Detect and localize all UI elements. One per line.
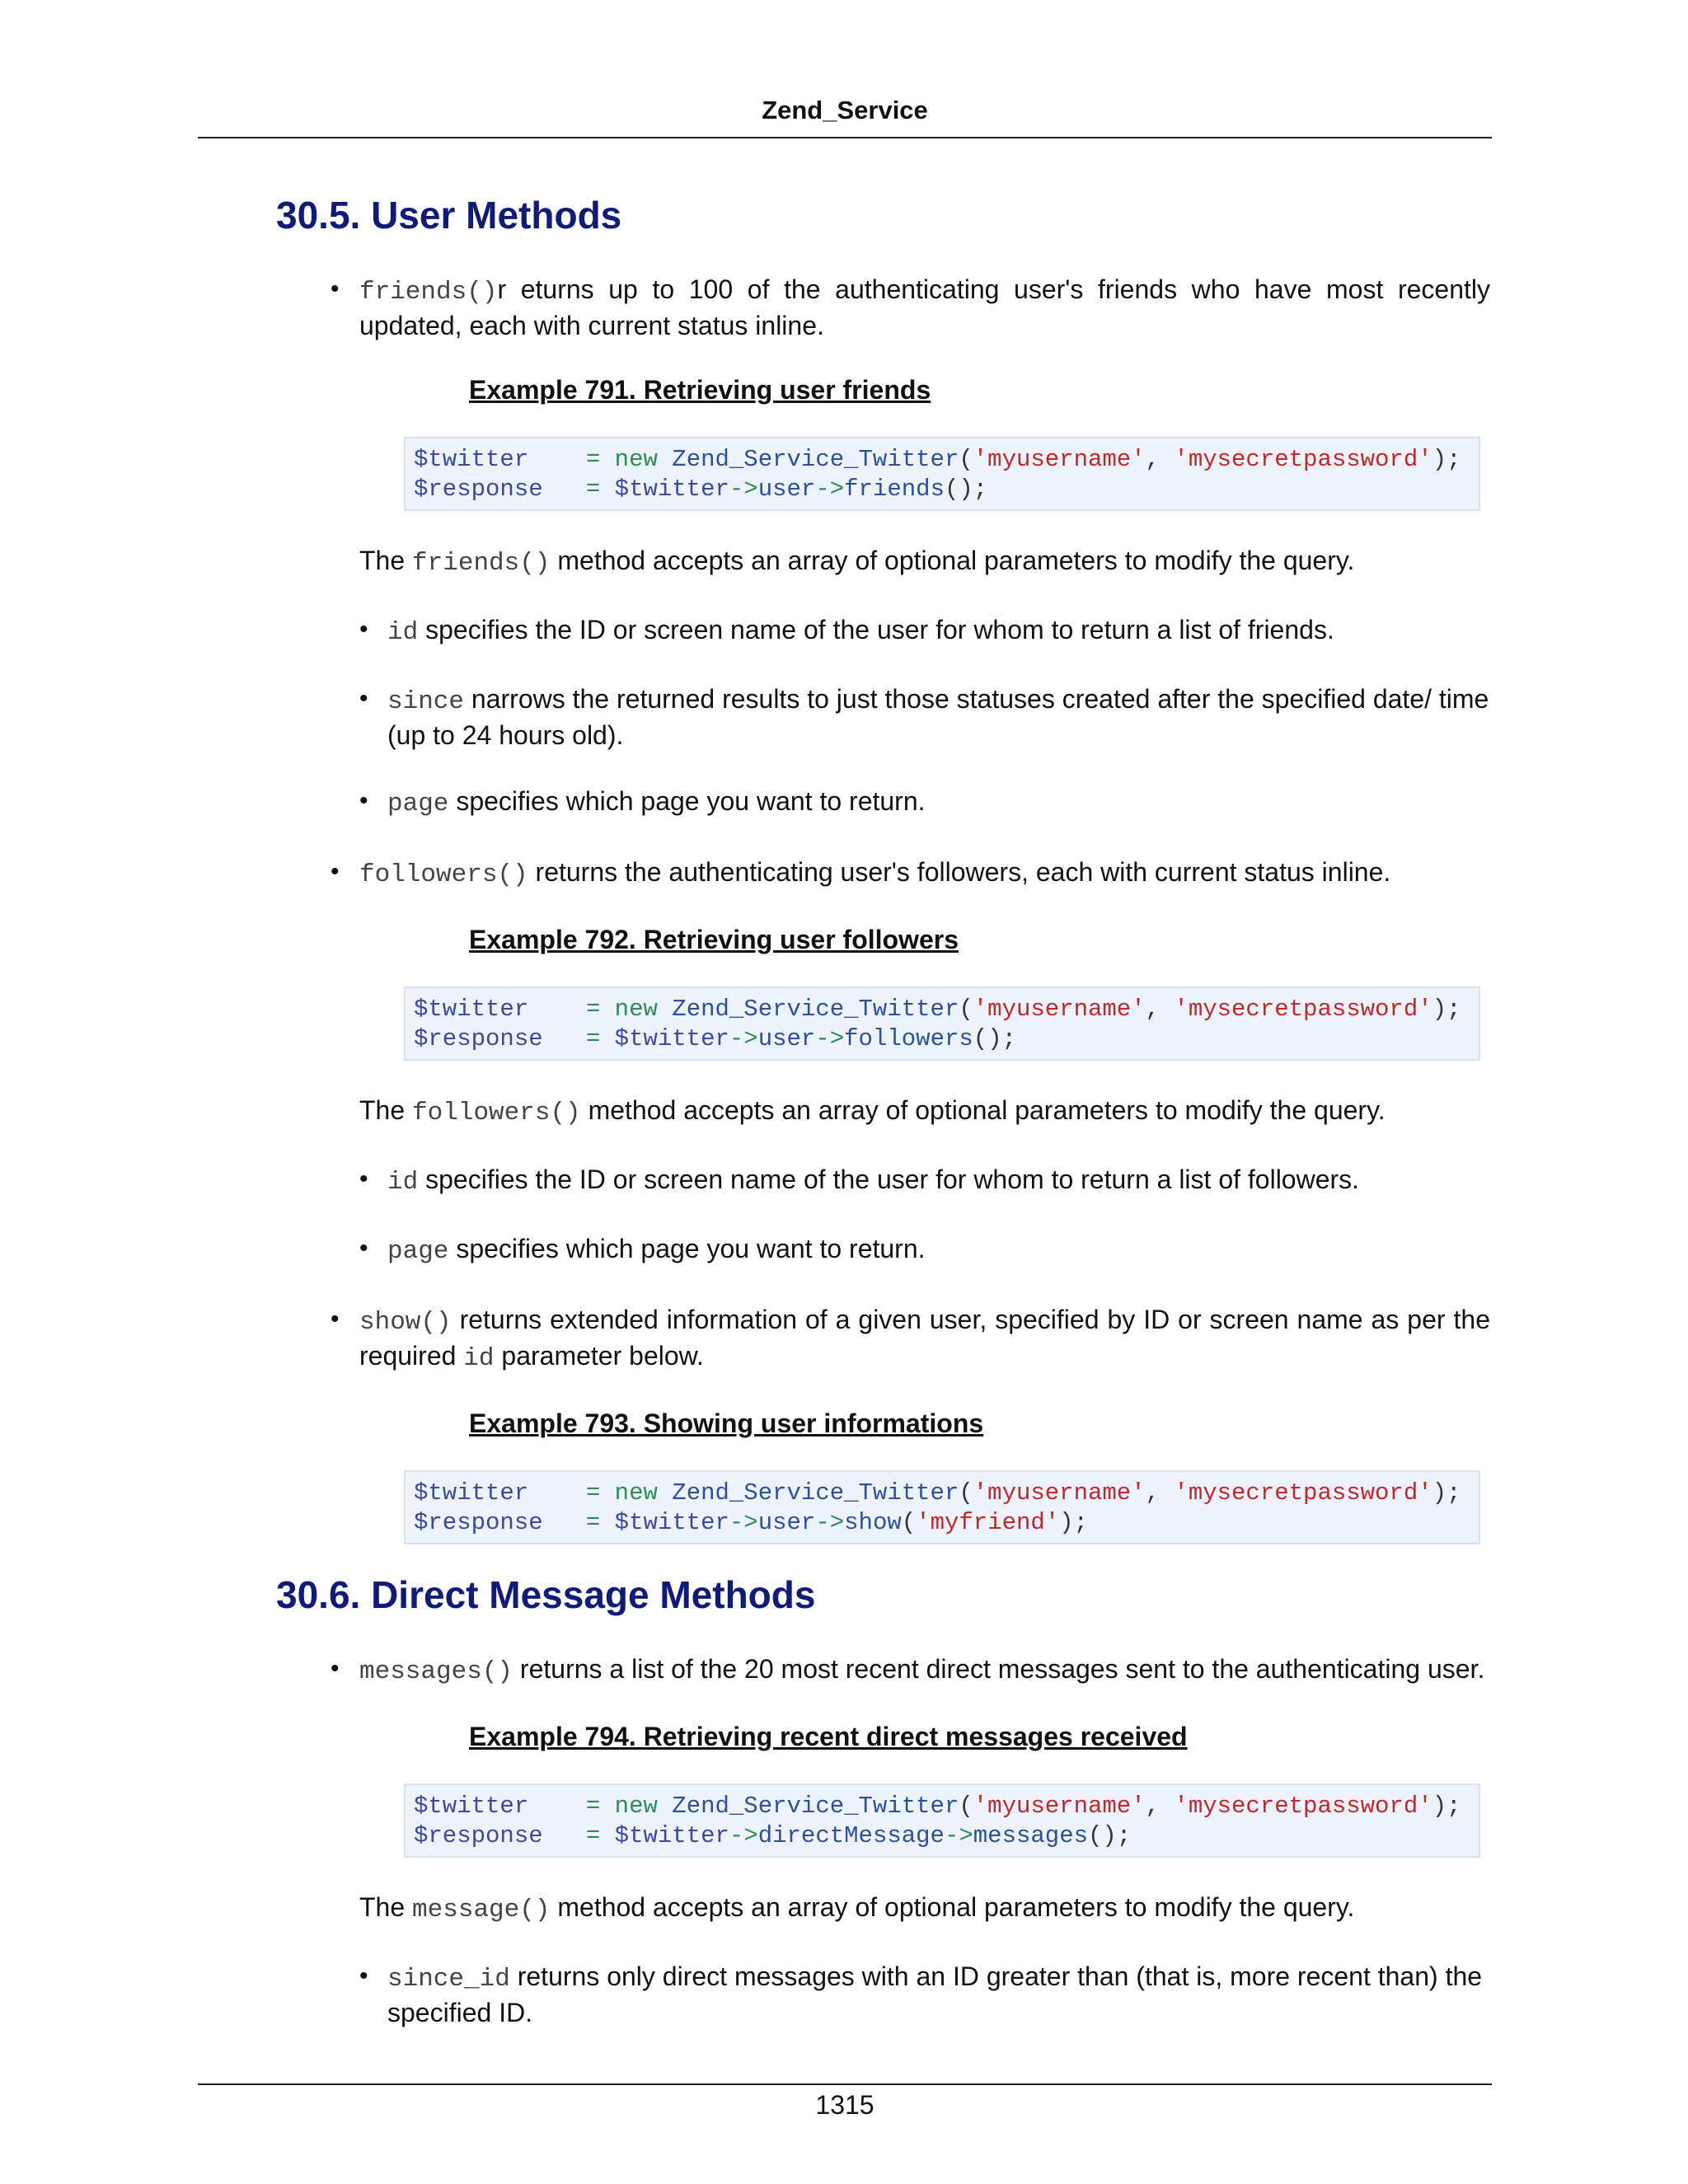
code-token: = bbox=[585, 1479, 615, 1507]
code-token: 'myusername' bbox=[973, 446, 1146, 474]
code-token: Zend_Service_Twitter bbox=[672, 446, 959, 474]
code-token: Zend_Service_Twitter bbox=[672, 1793, 959, 1821]
bullet: • bbox=[359, 685, 368, 713]
code-token: ); bbox=[1432, 446, 1461, 474]
code-block bbox=[404, 1470, 1480, 1544]
parameter-list bbox=[359, 1163, 1496, 1268]
parameter-item bbox=[359, 613, 1496, 649]
method-description: returns extended information of a given user, specified by ID or screen name as per the required bbox=[359, 1305, 1490, 1371]
code-token: $twitter bbox=[614, 1822, 729, 1850]
code-token: Zend_Service_Twitter bbox=[672, 996, 959, 1024]
code-token: $response bbox=[414, 476, 543, 504]
code-token: new bbox=[614, 1479, 658, 1507]
code-token: directMessage bbox=[757, 1822, 945, 1850]
parameter-item bbox=[359, 785, 1496, 821]
code-token: $twitter bbox=[414, 446, 529, 474]
code-token: ); bbox=[1432, 996, 1461, 1024]
list-item-followers bbox=[276, 855, 1496, 1268]
user-methods-list bbox=[276, 273, 1496, 1544]
example-title: Example 794. Retrieving recent direct messages received bbox=[469, 1722, 1188, 1752]
code-token: user bbox=[757, 1025, 816, 1053]
code-token bbox=[528, 446, 586, 473]
method-description: r eturns up to 100 of the authenticating user's friends who have most recently updated, each with current status inline. bbox=[359, 274, 1490, 341]
inline-code: id bbox=[463, 1344, 495, 1374]
parameter-description bbox=[387, 785, 1490, 821]
method-description: parameter below. bbox=[494, 1341, 704, 1371]
list-item-friends bbox=[276, 273, 1496, 821]
code-token: friends bbox=[844, 476, 945, 504]
parameter-description bbox=[387, 1960, 1490, 2029]
method-name: show() bbox=[359, 1308, 452, 1338]
code-block bbox=[404, 1783, 1480, 1858]
inline-code: message() bbox=[412, 1896, 551, 1925]
parameter-list bbox=[359, 613, 1496, 821]
code-token: ( bbox=[959, 996, 973, 1024]
code-block bbox=[404, 437, 1480, 511]
bullet: • bbox=[359, 1962, 368, 1990]
code-token: = bbox=[585, 1793, 615, 1821]
parameter-list bbox=[359, 1960, 1496, 2029]
parameter-name: page bbox=[387, 1237, 449, 1267]
code-token: 'myusername' bbox=[973, 996, 1146, 1024]
code-token: new bbox=[614, 996, 658, 1024]
code-token: $response bbox=[414, 1822, 543, 1850]
parameter-item bbox=[359, 1960, 1496, 2029]
para-text: method accepts an array of optional parameters to modify the query. bbox=[550, 1892, 1355, 1923]
parameter-item bbox=[359, 1163, 1496, 1199]
example-title: Example 791. Retrieving user friends bbox=[469, 375, 931, 405]
bullet: • bbox=[331, 858, 340, 886]
para-text: The bbox=[359, 546, 413, 576]
code-token: -> bbox=[729, 1025, 758, 1053]
code-token bbox=[528, 1479, 586, 1507]
code-token: show bbox=[844, 1509, 902, 1537]
page-number: 1315 bbox=[815, 2090, 874, 2120]
parameter-description bbox=[387, 1232, 1490, 1268]
bullet: • bbox=[359, 616, 368, 644]
paragraph bbox=[359, 1094, 1496, 1130]
example-title: Example 793. Showing user informations bbox=[469, 1408, 984, 1439]
code-token: user bbox=[757, 1509, 816, 1537]
code-token bbox=[543, 1509, 586, 1536]
code-token: -> bbox=[815, 476, 845, 504]
example-title: Example 792. Retrieving user followers bbox=[469, 925, 959, 955]
code-token: -> bbox=[815, 1509, 845, 1537]
code-token: new bbox=[614, 446, 658, 474]
footer-rule bbox=[198, 2083, 1492, 2085]
code-token: ( bbox=[959, 1479, 973, 1507]
running-header: Zend_Service bbox=[762, 96, 928, 124]
code-token: 'myusername' bbox=[973, 1793, 1146, 1821]
code-token: $twitter bbox=[414, 996, 529, 1024]
code-token: 'mysecretpassword' bbox=[1174, 1479, 1432, 1507]
method-description: returns a list of the 20 most recent direct messages sent to the authenticating user. bbox=[513, 1654, 1485, 1685]
para-text: method accepts an array of optional parameters to modify the query. bbox=[580, 1095, 1386, 1126]
code-block bbox=[404, 987, 1480, 1061]
parameter-name: since bbox=[387, 687, 465, 717]
method-name: messages() bbox=[359, 1657, 513, 1687]
parameter-text: specifies which page you want to return. bbox=[448, 786, 926, 817]
code-token: -> bbox=[815, 1025, 845, 1053]
code-token: (); bbox=[1088, 1822, 1132, 1850]
parameter-text: specifies the ID or screen name of the user for whom to return a list of friends. bbox=[418, 615, 1334, 645]
parameter-name: since_id bbox=[387, 1965, 510, 1994]
code-token: ( bbox=[959, 1793, 973, 1821]
code-token: , bbox=[1145, 1793, 1175, 1821]
code-token: user bbox=[757, 476, 816, 504]
section-heading-user-methods: 30.5. User Methods bbox=[276, 194, 622, 237]
parameter-text: returns only direct messages with an ID greater than (that is, more recent than) the specified ID. bbox=[387, 1961, 1483, 2028]
code-token: = bbox=[585, 1822, 615, 1850]
item-description bbox=[359, 273, 1490, 342]
list-item-messages bbox=[276, 1652, 1496, 2029]
code-token bbox=[528, 996, 586, 1023]
parameter-text: specifies the ID or screen name of the user for whom to return a list of followers. bbox=[418, 1165, 1360, 1195]
bullet: • bbox=[331, 1655, 340, 1683]
code-token: $twitter bbox=[414, 1793, 529, 1821]
code-token: -> bbox=[729, 1822, 758, 1850]
list-item-show bbox=[276, 1303, 1496, 1544]
code-token: $response bbox=[414, 1025, 543, 1053]
inline-code: followers() bbox=[412, 1099, 581, 1128]
code-token: $twitter bbox=[614, 476, 729, 504]
parameter-name: page bbox=[387, 790, 449, 819]
code-token: ( bbox=[959, 446, 973, 474]
code-token: = bbox=[585, 1509, 615, 1537]
code-token: = bbox=[585, 476, 615, 504]
code-token: ); bbox=[1432, 1793, 1461, 1821]
code-token: ); bbox=[1059, 1509, 1089, 1537]
bullet: • bbox=[359, 1235, 368, 1263]
section-heading-direct-message-methods: 30.6. Direct Message Methods bbox=[276, 1573, 816, 1617]
code-token bbox=[543, 1025, 586, 1052]
code-token: $response bbox=[414, 1509, 543, 1537]
header-rule bbox=[198, 137, 1492, 138]
method-name: friends() bbox=[359, 278, 498, 307]
code-token: (); bbox=[973, 1025, 1017, 1053]
para-text: method accepts an array of optional parameters to modify the query. bbox=[550, 546, 1355, 576]
bullet: • bbox=[359, 1165, 368, 1193]
parameter-item bbox=[359, 1232, 1496, 1268]
code-token: (); bbox=[944, 476, 988, 504]
code-token: = bbox=[585, 1025, 615, 1053]
code-token: 'mysecretpassword' bbox=[1174, 446, 1432, 474]
code-token bbox=[528, 1793, 586, 1820]
code-token: followers bbox=[844, 1025, 973, 1053]
bullet: • bbox=[331, 275, 340, 303]
method-description: returns the authenticating user's followers, each with current status inline. bbox=[528, 857, 1391, 888]
parameter-description bbox=[387, 682, 1490, 752]
code-token: $twitter bbox=[614, 1025, 729, 1053]
para-text: The bbox=[359, 1095, 413, 1126]
parameter-description bbox=[387, 613, 1490, 649]
bullet: • bbox=[359, 787, 368, 815]
parameter-description bbox=[387, 1163, 1490, 1199]
item-description bbox=[359, 1652, 1490, 1689]
item-description bbox=[359, 855, 1490, 892]
parameter-text: specifies which page you want to return. bbox=[448, 1234, 926, 1264]
direct-message-methods-list bbox=[276, 1652, 1496, 2029]
code-token: new bbox=[614, 1793, 658, 1821]
bullet: • bbox=[331, 1305, 340, 1333]
parameter-text: narrows the returned results to just those statuses created after the specified date/ time (up to 24 hours old). bbox=[387, 684, 1489, 751]
code-token: , bbox=[1145, 446, 1175, 474]
code-token: 'mysecretpassword' bbox=[1174, 996, 1432, 1024]
code-token: , bbox=[1145, 1479, 1175, 1507]
inline-code: friends() bbox=[412, 549, 551, 579]
code-token: Zend_Service_Twitter bbox=[672, 1479, 959, 1507]
code-token: 'myfriend' bbox=[916, 1509, 1060, 1537]
code-token: messages bbox=[973, 1822, 1089, 1850]
method-name: followers() bbox=[359, 860, 528, 890]
code-token: 'myusername' bbox=[973, 1479, 1146, 1507]
code-token: ); bbox=[1432, 1479, 1461, 1507]
code-token: -> bbox=[944, 1822, 973, 1850]
code-token: , bbox=[1145, 996, 1175, 1024]
code-token: $twitter bbox=[614, 1509, 729, 1537]
code-token: -> bbox=[729, 476, 758, 504]
page-content bbox=[276, 186, 1496, 2029]
parameter-name: id bbox=[387, 1168, 419, 1197]
para-text: The bbox=[359, 1892, 413, 1923]
paragraph bbox=[359, 1891, 1496, 1927]
code-token: -> bbox=[729, 1509, 758, 1537]
code-token: $twitter bbox=[414, 1479, 529, 1507]
parameter-name: id bbox=[387, 618, 419, 648]
code-token bbox=[543, 476, 586, 503]
parameter-item bbox=[359, 682, 1496, 752]
code-token: ( bbox=[901, 1509, 917, 1537]
paragraph bbox=[359, 544, 1496, 580]
code-token: = bbox=[585, 996, 615, 1024]
code-token: = bbox=[585, 446, 615, 474]
item-description bbox=[359, 1303, 1490, 1376]
code-token bbox=[543, 1822, 586, 1849]
code-token: 'mysecretpassword' bbox=[1174, 1793, 1432, 1821]
